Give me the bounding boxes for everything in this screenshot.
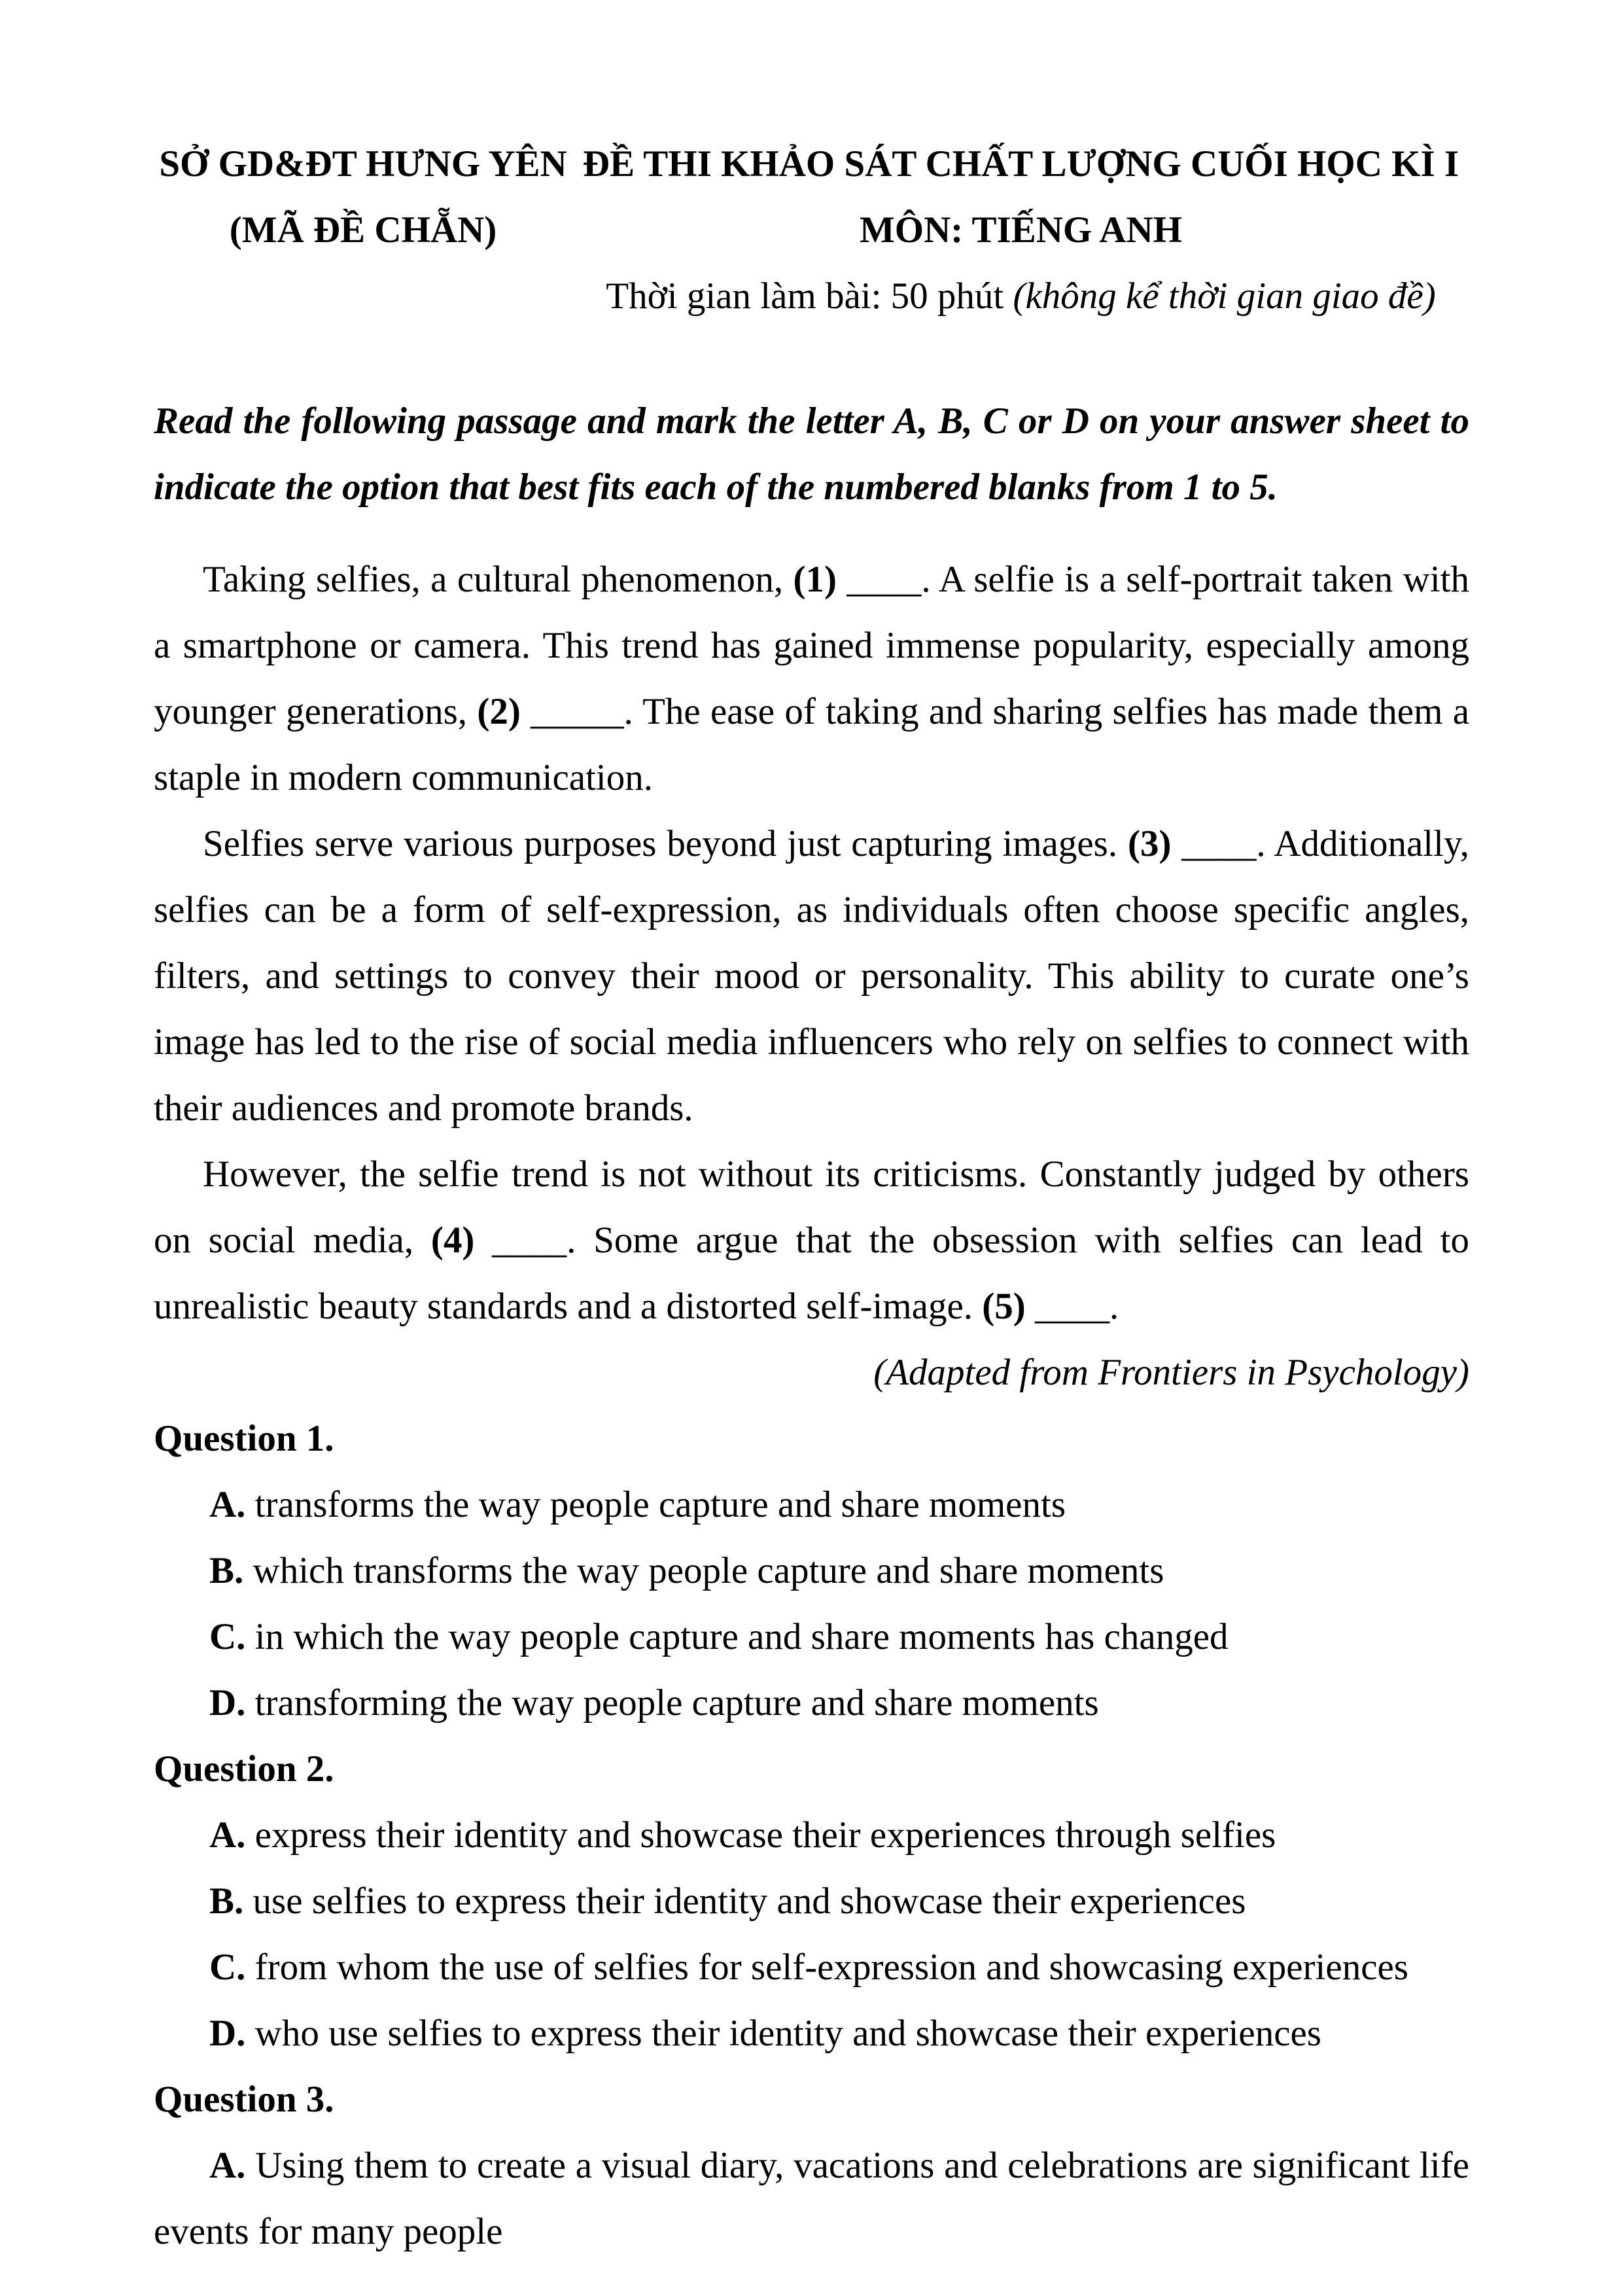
option-text: use selfies to express their identity and showcase their experiences <box>253 1881 1246 1922</box>
question-block-1 <box>154 1405 1469 1736</box>
exam-duration-note: (không kể thời gian giao đề) <box>1013 275 1436 317</box>
question-2-option-a <box>154 1802 1469 1868</box>
header-right-column <box>572 131 1469 329</box>
question-2-option-b <box>154 1868 1469 1934</box>
option-letter: B. <box>209 1881 244 1922</box>
option-text: transforms the way people capture and share moments <box>254 1484 1066 1525</box>
section-instruction: Read the following passage and mark the letter A, B, C or D on your answer sheet to indicate the option that best fits each of the numbered blanks from 1 to 5. <box>154 400 1469 508</box>
exam-title: ĐỀ THI KHẢO SÁT CHẤT LƯỢNG CUỐI HỌC KÌ I <box>582 143 1459 185</box>
option-text: which transforms the way people capture and share moments <box>253 1550 1164 1591</box>
option-text: from whom the use of selfies for self-expression and showcasing experiences <box>254 1947 1408 1988</box>
question-1-option-a <box>154 1472 1469 1538</box>
option-letter: B. <box>209 1550 244 1591</box>
passage-paragraph-3: However, the selfie trend is not without its criticisms. Constantly judged by others on social media, (4) ____. Some argue that the obsession with selfies can lead to unrealistic beauty standards and a distorted self-image. (5) ____. <box>154 1154 1469 1327</box>
option-text: express their identity and showcase their experiences through selfies <box>254 1814 1276 1856</box>
option-text: Using them to create a visual diary, vacations and celebrations are significant life events for many people <box>154 2145 1469 2252</box>
option-letter: A. <box>209 2145 246 2186</box>
option-text: in which the way people capture and share moments has changed <box>254 1616 1229 1657</box>
issuing-authority: SỞ GD&ĐT HƯNG YÊN <box>159 143 567 185</box>
option-text: transforming the way people capture and share moments <box>254 1682 1099 1723</box>
question-2-option-c <box>154 1934 1469 2000</box>
question-1-option-c <box>154 1604 1469 1670</box>
question-1-label: Question 1. <box>154 1418 334 1459</box>
exam-header <box>154 131 1469 329</box>
passage-source-credit: (Adapted from Frontiers in Psychology) <box>873 1352 1469 1393</box>
option-letter: A. <box>209 1484 246 1525</box>
exam-duration-line <box>572 263 1469 329</box>
question-3-option-a <box>154 2132 1469 2265</box>
question-1-option-b <box>154 1538 1469 1604</box>
exam-duration-text: Thời gian làm bài: 50 phút <box>606 275 1013 317</box>
question-3-label: Question 3. <box>154 2079 334 2120</box>
question-1-option-d <box>154 1670 1469 1736</box>
reading-passage <box>154 546 1469 1405</box>
passage-paragraph-2: Selfies serve various purposes beyond just capturing images. (3) ____. Additionally, selfies can be a form of self-expression, as individuals often choose specific angles, filters, and settings to convey their mood or personality. This ability to curate one’s image has led to the rise of social media influencers who rely on selfies to connect with their audiences and promote brands. <box>154 823 1469 1129</box>
option-letter: C. <box>209 1947 246 1988</box>
passage-paragraph-1: Taking selfies, a cultural phenomenon, (1) ____. A selfie is a self-portrait taken with a smartphone or camera. This trend has gained immense popularity, especially among younger generations, (2) _____. The ease of taking and sharing selfies has made them a staple in modern communication. <box>154 559 1470 798</box>
option-letter: D. <box>209 1682 246 1723</box>
option-letter: A. <box>209 1814 246 1856</box>
option-text: who use selfies to express their identity and showcase their experiences <box>254 2013 1321 2054</box>
option-letter: D. <box>209 2013 246 2054</box>
question-block-2 <box>154 1736 1469 2066</box>
question-2-label: Question 2. <box>154 1748 334 1790</box>
exam-code: (MÃ ĐỀ CHẴN) <box>229 209 497 251</box>
exam-subject: MÔN: TIẾNG ANH <box>860 209 1182 251</box>
question-2-option-d <box>154 2000 1469 2066</box>
question-block-3 <box>154 2066 1469 2265</box>
option-letter: C. <box>209 1616 246 1657</box>
header-left-column <box>154 131 572 329</box>
